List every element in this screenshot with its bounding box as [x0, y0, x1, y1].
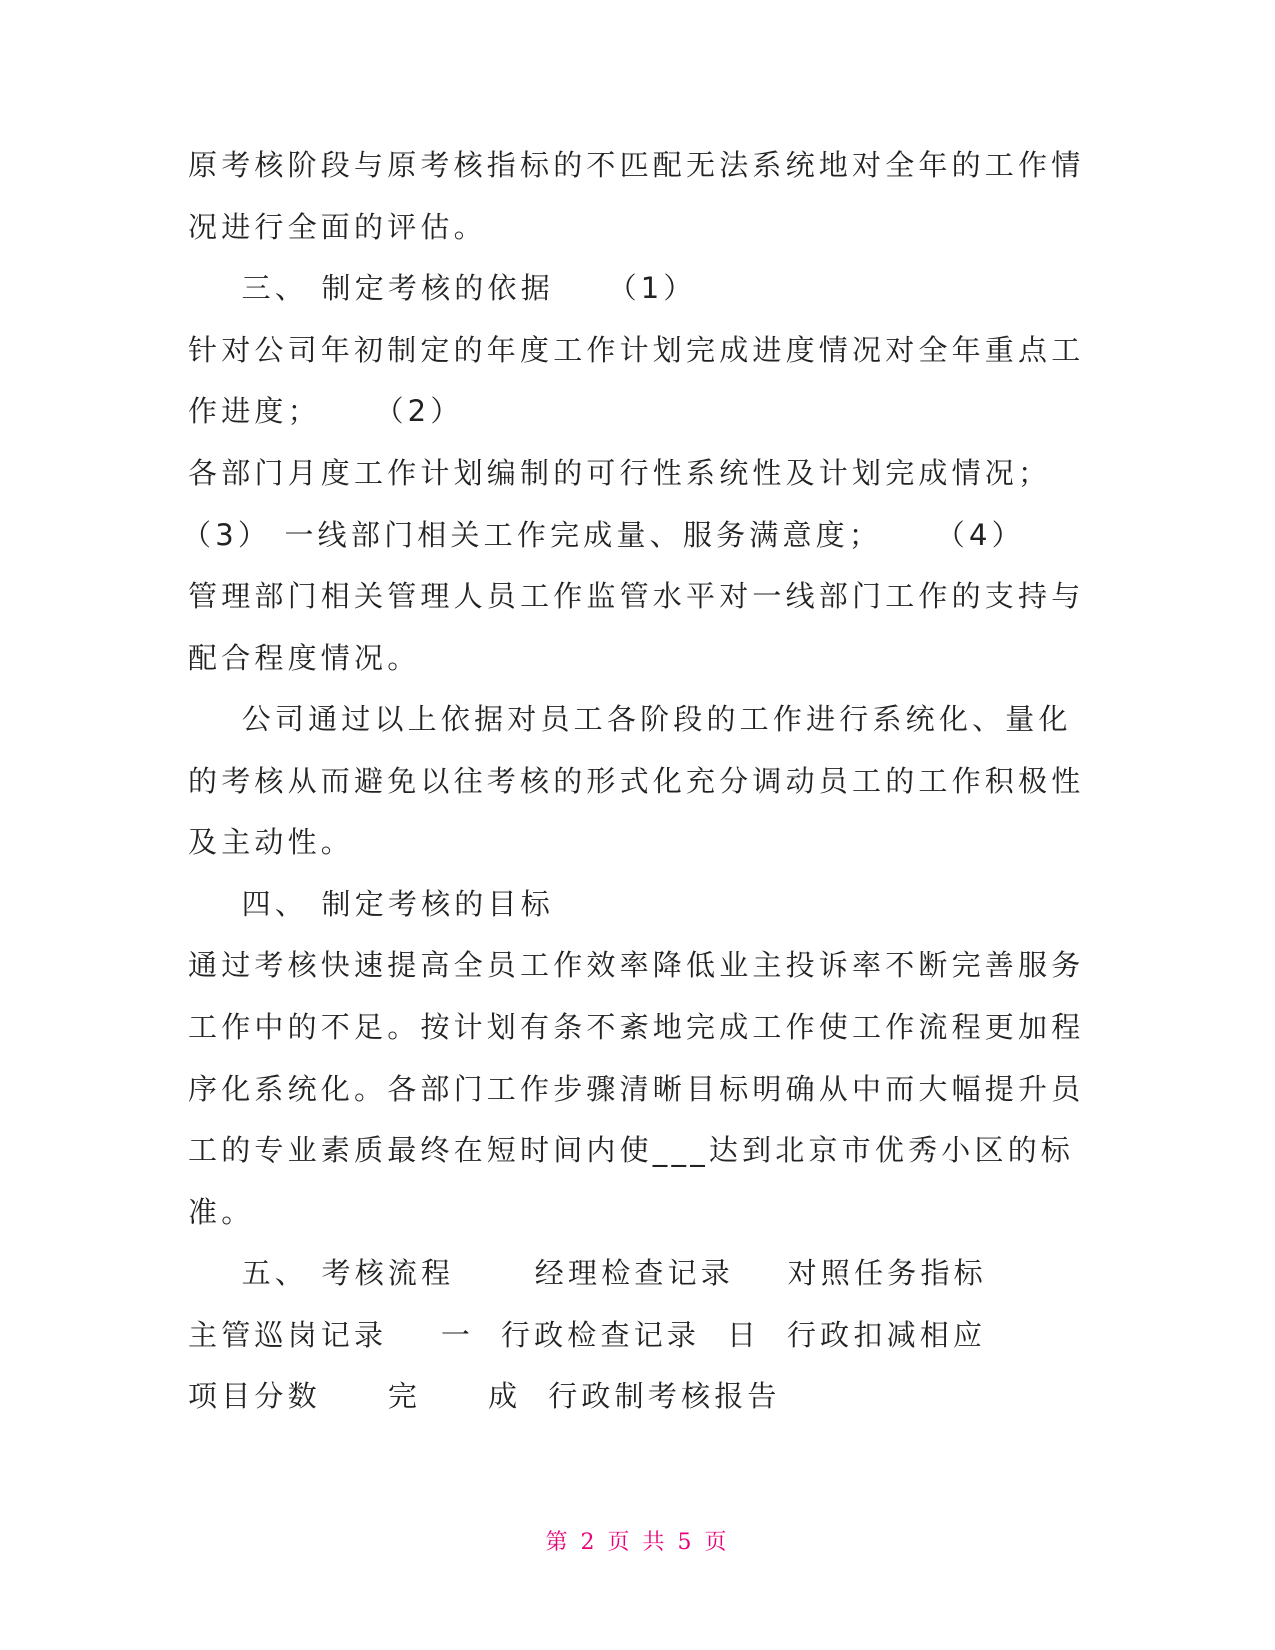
text-line-11: 的考核从而避免以往考核的形式化充分调动员工的工作积极性 — [188, 764, 1085, 798]
footer-current-page: 2 — [580, 1530, 598, 1555]
text-line-20: 主管巡岗记录 一 行政检查记录 日 行政扣减相应 — [188, 1318, 987, 1352]
footer-prefix: 第 — [545, 1530, 571, 1555]
text-line-12: 及主动性。 — [188, 825, 355, 859]
footer-suffix: 页 — [704, 1530, 730, 1555]
text-line-17: 工的专业素质最终在短时间内使___达到北京市优秀小区的标 — [188, 1133, 1075, 1167]
text-line-1: 原考核阶段与原考核指标的不匹配无法系统地对全年的工作情 — [188, 148, 1085, 182]
text-line-16: 序化系统化。各部门工作步骤清晰目标明确从中而大幅提升员 — [188, 1072, 1085, 1106]
text-line-6: 各部门月度工作计划编制的可行性系统性及计划完成情况； — [188, 456, 1052, 490]
page-footer — [0, 1525, 1275, 1556]
text-line-15: 工作中的不足。按计划有条不紊地完成工作使工作流程更加程 — [188, 1010, 1085, 1044]
text-line-5: 作进度； （2） — [188, 394, 464, 428]
text-line-2: 况进行全面的评估。 — [188, 210, 487, 244]
section-heading-4: 四、 制定考核的目标 — [188, 887, 554, 921]
text-line-18: 准。 — [188, 1195, 255, 1229]
text-line-14: 通过考核快速提高全员工作效率降低业主投诉率不断完善服务 — [188, 948, 1085, 982]
footer-total-pages: 5 — [677, 1530, 695, 1555]
section-heading-5: 五、 考核流程 经理检查记录 对照任务指标 — [188, 1256, 987, 1290]
text-line-21: 项目分数 完 成 行政制考核报告 — [188, 1379, 781, 1413]
text-line-8: 管理部门相关管理人员工作监管水平对一线部门工作的支持与 — [188, 579, 1085, 613]
footer-middle: 页 共 — [607, 1530, 668, 1555]
text-line-10: 公司通过以上依据对员工各阶段的工作进行系统化、量化 — [188, 702, 1072, 736]
text-line-4: 针对公司年初制定的年度工作计划完成进度情况对全年重点工 — [188, 333, 1085, 367]
section-heading-3: 三、 制定考核的依据 （1） — [188, 271, 697, 305]
text-line-9: 配合程度情况。 — [188, 641, 421, 675]
text-line-7: （3） 一线部门相关工作完成量、服务满意度； （4） — [182, 518, 1025, 552]
